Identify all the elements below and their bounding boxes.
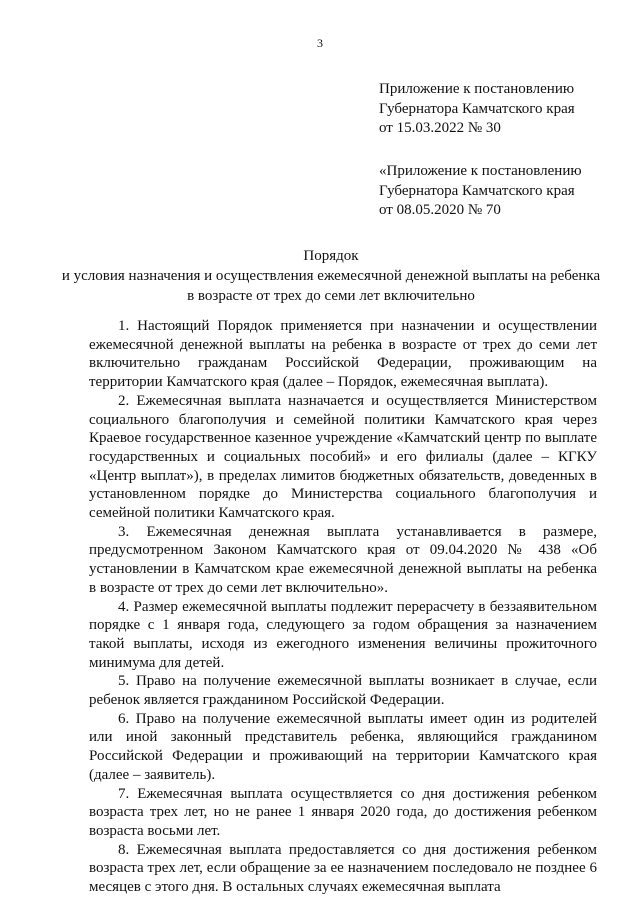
appendix-line: Приложение к постановлению — [379, 81, 575, 97]
title-heading: Порядок — [303, 248, 359, 264]
paragraph-5: 5. Право на получение ежемесячной выплаты возникает в случае, если ребенок является гражданином Российской Федерации. — [89, 673, 597, 709]
paragraph-4: 4. Размер ежемесячной выплаты подлежит перерасчету в беззаявительном порядке с 1 января года, следующего за годом обращения за назначением такой выплаты, исходя из ежегодного изменения величины прожиточного минимума для детей. — [89, 598, 597, 671]
paragraph-6: 6. Право на получение ежемесячной выплаты имеет один из родителей или иной законный представитель ребенка, являющийся гражданином Российской Федерации и проживающий на территории Камчатского края (далее – заявитель). — [89, 710, 597, 783]
appendix-line: Губернатора Камчатского края — [379, 182, 575, 199]
title-subtitle: и условия назначения и осуществления ежемесячной денежной выплаты на ребенка в возрасте от трех до семи лет включительно — [61, 268, 601, 304]
appendix-line: «Приложение к постановлению — [379, 163, 582, 179]
appendix-reference-current — [379, 80, 619, 139]
appendix-line: от 08.05.2020 № 70 — [379, 202, 501, 218]
paragraph-1: 1. Настоящий Порядок применяется при назначении и осуществлении ежемесячной денежной выплаты на ребенка в возрасте от трех до семи лет включительно гражданам Российской Федерации, проживающим на территории Камчатского края (далее – Порядок, ежемесячная выплата). — [89, 318, 597, 391]
paragraph-7: 7. Ежемесячная выплата осуществляется со дня достижения ребенком возраста трех лет, но не ранее 1 января 2020 года, до достижения ребенком возраста восьми лет. — [89, 785, 597, 839]
appendix-reference-previous — [379, 162, 619, 221]
document-body — [89, 317, 597, 897]
document-title — [60, 246, 602, 306]
paragraph-3: 3. Ежемесячная денежная выплата устанавливается в размере, предусмотренном Законом Камчатского края от 09.04.2020 № 438 «Об установлении в Камчатском крае ежемесячной денежной выплаты на ребенка в возрасте от трех до семи лет включительно». — [89, 523, 597, 596]
paragraph-2: 2. Ежемесячная выплата назначается и осуществляется Министерством социального благополучия и семейной политики Камчатского края через Краевое государственное казенное учреждение «Камчатский центр по выплате государственных и социальных пособий» и его филиалы (далее – КГКУ «Центр выплат»), в пределах лимитов бюджетных обязательств, доведенных в установленном порядке до Министерства социального благополучия и семейной политики Камчатского края. — [89, 392, 597, 522]
paragraph-8: 8. Ежемесячная выплата предоставляется со дня достижения ребенком возраста трех лет, если обращение за ее назначением последовало не позднее 6 месяцев с этого дня. В остальных случаях ежемесячная выплата — [89, 841, 597, 896]
appendix-line: от 15.03.2022 № 30 — [379, 120, 501, 136]
appendix-line: Губернатора Камчатского края — [379, 100, 575, 117]
page-number: 3 — [317, 36, 323, 50]
